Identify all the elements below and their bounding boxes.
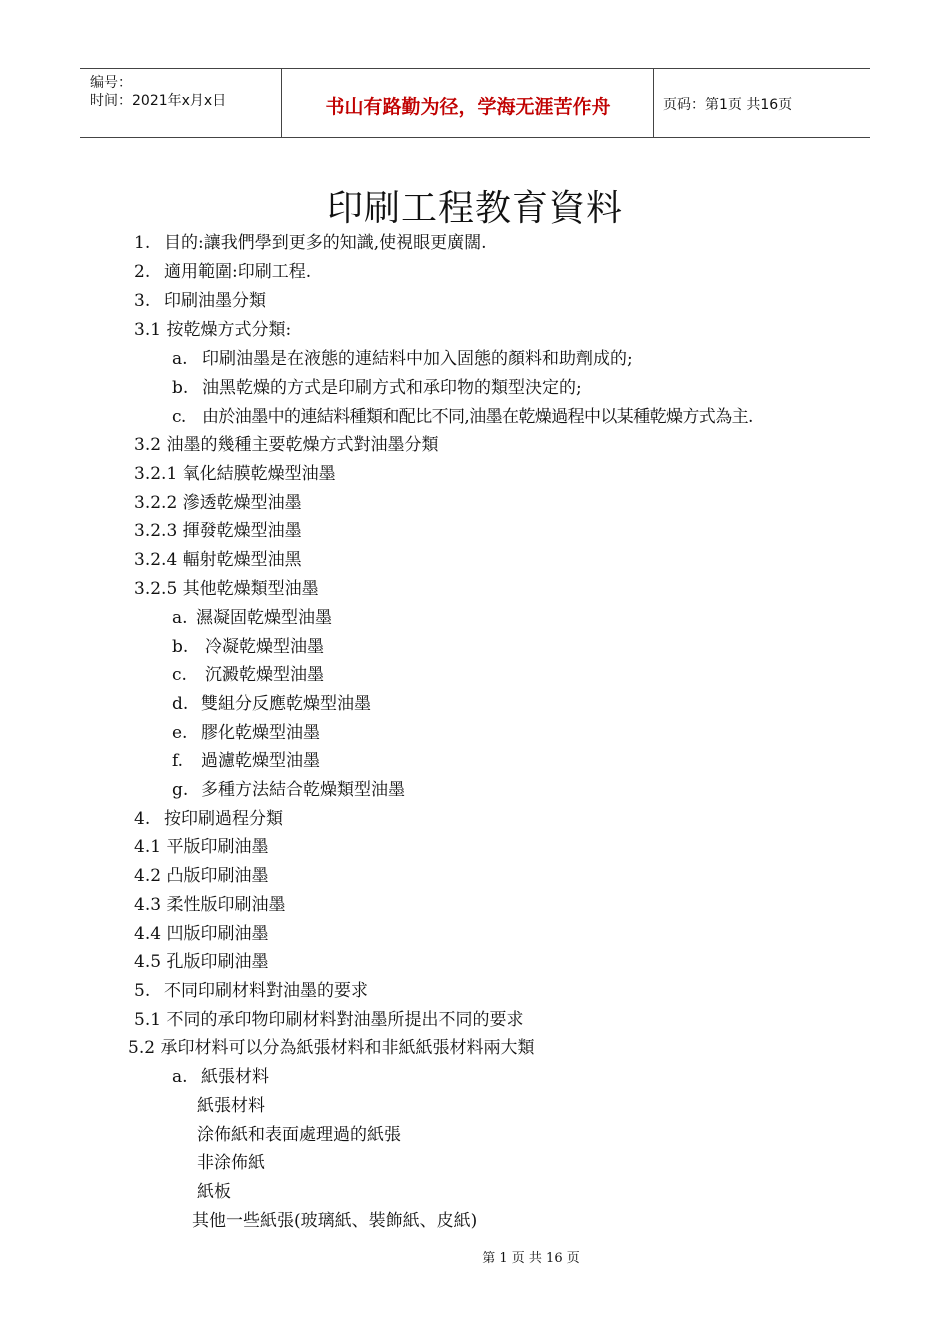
list-text: 3.2.4 輻射乾燥型油黑	[134, 550, 302, 570]
time-label: 时间：2021年x月x日	[90, 93, 227, 109]
list-item	[172, 694, 371, 714]
list-marker: g.	[172, 780, 189, 800]
list-text: 3.2 油墨的幾種主要乾燥方式對油墨分類	[134, 435, 439, 455]
list-item	[197, 1096, 265, 1116]
list-item	[172, 637, 324, 657]
list-text: 目的:讓我們學到更多的知識,使視眼更廣闊.	[164, 233, 487, 253]
document-title: 印刷工程教育資料	[326, 188, 623, 229]
list-marker: 2.	[134, 262, 151, 282]
list-item	[197, 1182, 231, 1202]
list-text: 3.2.2 滲透乾燥型油墨	[134, 493, 302, 513]
list-text: 由於油墨中的連結料種類和配比不同,油墨在乾燥過程中以某種乾燥方式為主.	[202, 407, 753, 427]
section-heading	[134, 952, 268, 972]
page-info: 页码：第1页 共16页	[663, 97, 793, 113]
list-text: 3.2.5 其他乾燥類型油墨	[134, 579, 319, 599]
list-item	[134, 809, 283, 829]
list-text: 不同印刷材料對油墨的要求	[164, 981, 368, 1001]
motto: 书山有路勤为径，学海无涯苦作舟	[325, 96, 611, 118]
list-marker: b.	[172, 637, 189, 657]
list-text: 濕凝固乾燥型油墨	[196, 608, 332, 628]
list-marker: c.	[172, 407, 186, 427]
list-marker: 1.	[134, 233, 151, 253]
list-text: 4.3 柔性版印刷油墨	[134, 895, 286, 915]
list-text: 3.2.1 氧化結膜乾燥型油墨	[134, 464, 336, 484]
list-text: 紙張材料	[201, 1067, 269, 1087]
section-heading	[134, 895, 285, 915]
list-marker: a.	[172, 349, 188, 369]
list-text: 沉澱乾燥型油墨	[205, 665, 324, 685]
list-marker: 3.	[134, 291, 151, 311]
section-heading	[134, 521, 302, 541]
header-divider-right	[653, 69, 654, 137]
number-label: 编号：	[90, 75, 132, 91]
header-divider-left	[281, 69, 282, 137]
list-item	[172, 407, 753, 427]
list-text: 按印刷過程分類	[164, 809, 283, 829]
list-item	[134, 981, 368, 1001]
list-marker: a.	[172, 1067, 188, 1087]
list-text: 適用範圍:印刷工程.	[164, 262, 312, 282]
section-heading	[134, 550, 302, 570]
list-text: 4.2 凸版印刷油墨	[134, 866, 269, 886]
list-text: 4.1 平版印刷油墨	[134, 837, 269, 857]
section-heading	[134, 866, 268, 886]
list-item	[172, 1067, 269, 1087]
list-item	[172, 608, 332, 628]
list-text: 紙張材料	[197, 1096, 265, 1116]
list-item	[172, 780, 405, 800]
section-heading	[134, 435, 438, 455]
list-text: 4.4 凹版印刷油墨	[134, 924, 269, 944]
list-text: 油黑乾燥的方式是印刷方式和承印物的類型決定的;	[202, 378, 582, 398]
section-heading	[134, 579, 319, 599]
list-text: 4.5 孔版印刷油墨	[134, 952, 269, 972]
section-heading	[134, 837, 268, 857]
section-heading	[134, 493, 302, 513]
list-item	[172, 751, 320, 771]
list-marker: c.	[172, 665, 187, 685]
list-text: 3.1 按乾燥方式分類:	[134, 320, 292, 340]
list-item	[172, 665, 324, 685]
list-text: 5.2 承印材料可以分為紙張材料和非紙紙張材料兩大類	[128, 1038, 535, 1058]
list-text: 3.2.3 揮發乾燥型油墨	[134, 521, 302, 541]
list-marker: e.	[172, 723, 188, 743]
list-item	[134, 233, 487, 253]
list-text: 多種方法結合乾燥類型油墨	[201, 780, 405, 800]
list-item	[197, 1125, 401, 1145]
page-footer: 第 1 页 共 16 页	[482, 1251, 580, 1266]
list-text: 5.1 不同的承印物印刷材料對油墨所提出不同的要求	[134, 1010, 524, 1030]
list-text: 冷凝乾燥型油墨	[205, 637, 324, 657]
list-item	[134, 291, 266, 311]
list-item	[172, 723, 320, 743]
list-text: 印刷油墨是在液態的連結料中加入固態的顏料和助劑成的;	[202, 349, 633, 369]
list-marker: 4.	[134, 809, 151, 829]
list-text: 涂佈紙和表面處理過的紙張	[197, 1125, 401, 1145]
list-item	[172, 349, 633, 369]
section-heading	[134, 1010, 523, 1030]
list-text: 印刷油墨分類	[164, 291, 266, 311]
list-item	[197, 1153, 265, 1173]
list-text: 紙板	[197, 1182, 231, 1202]
list-marker: b.	[172, 378, 189, 398]
list-text: 雙組分反應乾燥型油墨	[201, 694, 371, 714]
list-marker: d.	[172, 694, 189, 714]
section-heading	[134, 320, 291, 340]
list-text: 非涂佈紙	[197, 1153, 265, 1173]
section-heading	[128, 1038, 534, 1058]
list-marker: 5.	[134, 981, 151, 1001]
list-item	[134, 262, 311, 282]
list-marker: a.	[172, 608, 188, 628]
list-text: 膠化乾燥型油墨	[201, 723, 320, 743]
list-item	[172, 378, 582, 398]
section-heading	[134, 924, 268, 944]
list-text: 其他一些紙張(玻璃紙、裝飾紙、皮紙)	[192, 1211, 478, 1231]
list-marker: f.	[172, 751, 184, 771]
section-heading	[134, 464, 336, 484]
list-text: 過濾乾燥型油墨	[201, 751, 320, 771]
list-item	[192, 1211, 477, 1231]
